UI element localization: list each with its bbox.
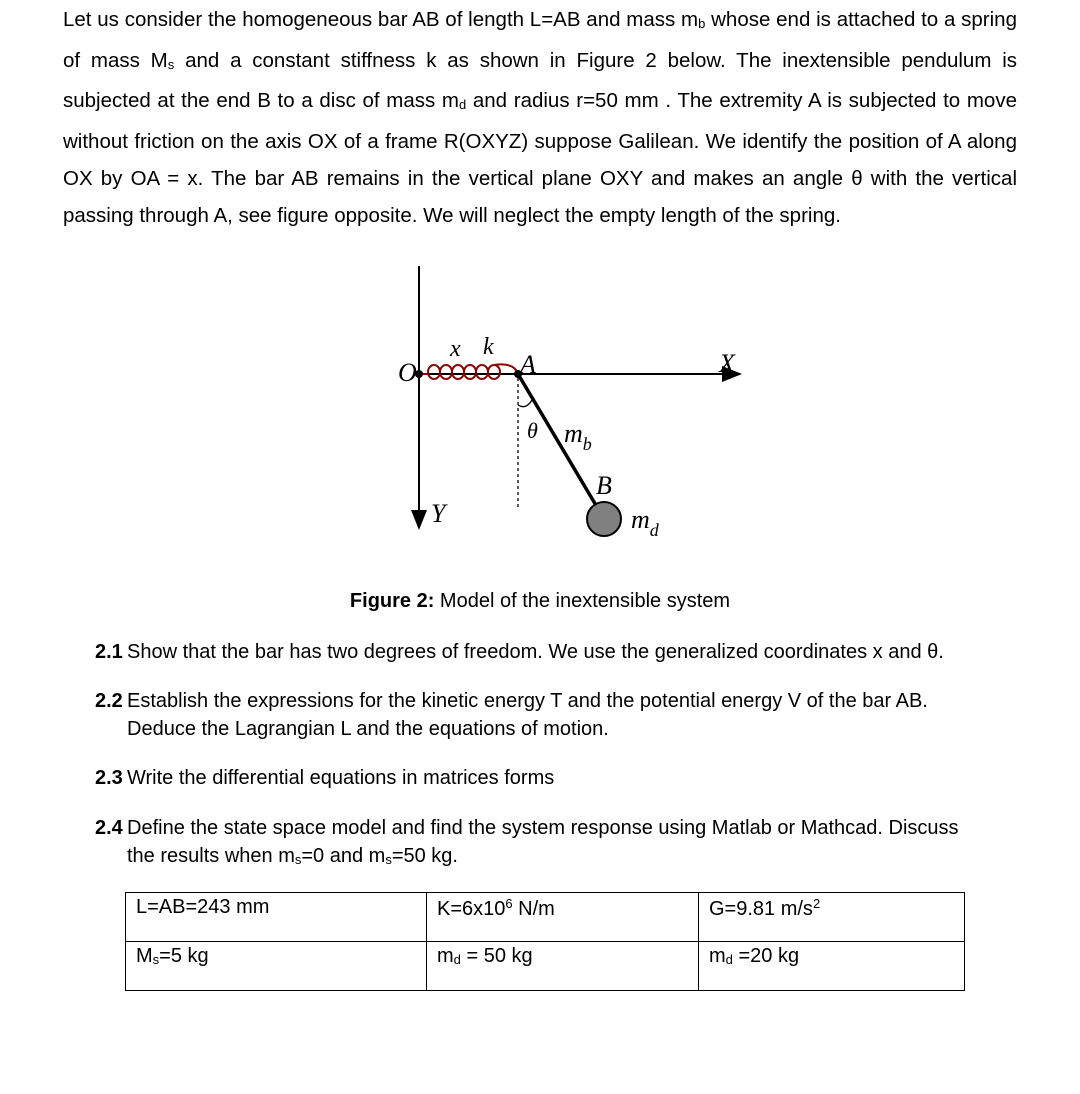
- figure-caption: [0, 590, 1080, 613]
- problem-statement: [63, 2, 1017, 234]
- label-theta: θ: [527, 418, 538, 443]
- caption-label: Figure 2:: [349, 590, 435, 612]
- subscript: d: [453, 952, 461, 967]
- disc: [587, 502, 621, 536]
- text-part: =50 kg.: [391, 845, 458, 867]
- label-md: [631, 505, 660, 540]
- table-cell: [699, 893, 965, 942]
- spring: [419, 364, 518, 379]
- angle-arc: [518, 400, 532, 407]
- intro-part-3: and a constant stiffness k as shown in Figure 2 below. The inextensible pendulum is subjected at the end B to a disc of mass m: [63, 48, 1018, 113]
- parameters-table: [125, 892, 965, 991]
- intro-part-1: Let us consider the homogeneous bar AB of length L=AB and mass m: [63, 8, 699, 31]
- label-mb: [564, 419, 592, 454]
- question-text: Show that the bar has two degrees of freedom. We use the generalized coordinates x and θ.: [127, 641, 944, 663]
- question-text: Define the state space model and find the system response using Matlab or Mathcad. Discuss: [127, 817, 959, 839]
- question-number: 2.2: [95, 690, 123, 712]
- cell-text: m: [437, 945, 454, 967]
- label-x-coordinate: x: [450, 336, 461, 362]
- cell-text: =20 kg: [732, 945, 800, 967]
- cell-text: G=9.81 m/s: [709, 898, 813, 920]
- table-cell: [699, 942, 965, 991]
- question-2-3: [95, 764, 1025, 792]
- subscript: d: [725, 952, 733, 967]
- caption-text: Model of the inextensible system: [434, 590, 731, 612]
- table-cell: [427, 893, 699, 942]
- subscript-s: s: [167, 56, 175, 72]
- label-b-sub: b: [582, 434, 592, 454]
- label-k: k: [483, 334, 494, 360]
- intro-part-4: and radius r=50 mm . The extremity A is subjected to move without friction on the axis OX of a frame R(OXYZ) suppose Galilean. We identify the position of A along OX by OA = x. The bar AB remains in the vertical plane OXY and makes an angle θ with the vertical passing through A, see figure opposite. We will neglect the empty length of the spring.: [63, 89, 1017, 227]
- question-text: Establish the expressions for the kinetic energy T and the potential energy V of the bar AB.: [127, 690, 928, 712]
- label-x-axis: X: [719, 349, 735, 378]
- label-m-disc: m: [631, 505, 650, 534]
- text-part: =0 and m: [301, 845, 386, 867]
- subscript-s: s: [385, 852, 392, 867]
- table-cell: [126, 942, 427, 991]
- cell-text: m: [709, 945, 726, 967]
- question-text: Write the differential equations in matrices forms: [127, 767, 555, 789]
- superscript: 2: [812, 896, 821, 911]
- subscript: s: [152, 952, 160, 967]
- text-part: the results when m: [127, 845, 295, 867]
- cell-text: = 50 kg: [460, 945, 533, 967]
- question-2-4: [95, 814, 1025, 874]
- subscript-d: d: [458, 97, 467, 113]
- subscript-s: s: [294, 852, 302, 867]
- superscript: 6: [505, 896, 513, 911]
- cell-text: L=AB=243 mm: [136, 896, 270, 918]
- cell-text: M: [136, 945, 153, 967]
- question-2-2: [95, 687, 1025, 743]
- label-y-axis: Y: [431, 499, 446, 528]
- question-number: 2.4: [95, 817, 123, 839]
- table-row: [126, 942, 965, 991]
- label-o: O: [398, 358, 417, 387]
- subscript-b: b: [698, 16, 706, 31]
- cell-text: K=6x10: [437, 898, 506, 920]
- table-row: [126, 893, 965, 942]
- pendulum-diagram: [390, 262, 750, 552]
- question-text-continued: Deduce the Lagrangian L and the equations of motion.: [127, 718, 609, 740]
- label-m: m: [564, 419, 583, 448]
- label-b: B: [596, 471, 612, 500]
- question-number: 2.1: [95, 641, 123, 663]
- intro-part-2: whose end is attached to a spring of mass M: [63, 8, 1017, 72]
- question-number: 2.3: [95, 767, 123, 789]
- question-text-continued: [95, 842, 1025, 874]
- table-cell: [126, 893, 427, 942]
- cell-text: =5 kg: [159, 945, 209, 967]
- cell-text: N/m: [512, 898, 555, 920]
- label-a: A: [520, 350, 536, 379]
- table-cell: [427, 942, 699, 991]
- label-d-sub: d: [649, 520, 659, 540]
- question-2-1: [95, 638, 1025, 666]
